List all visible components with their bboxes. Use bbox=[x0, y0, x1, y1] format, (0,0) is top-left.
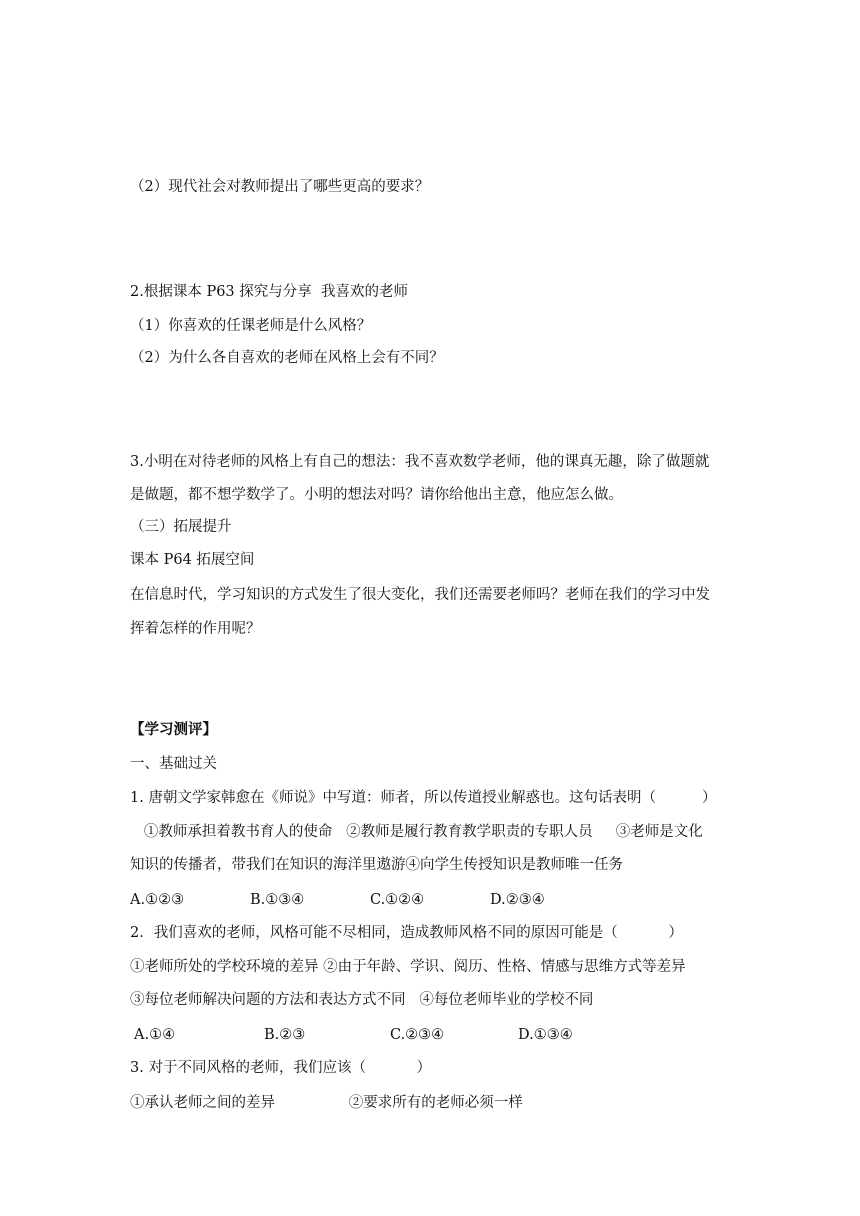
textbook-reference: 课本 P64 拓展空间 bbox=[130, 552, 255, 568]
mc-2-option-a: A.①④ bbox=[134, 1027, 176, 1043]
mc-2-statements-line-2: ③每位老师解决问题的方法和表达方式不同 ④每位老师毕业的学校不同 bbox=[130, 992, 594, 1008]
mc-1-stem: 1. 唐朝文学家韩愈在《师说》中写道：师者，所以传道授业解惑也。这句话表明（ ） bbox=[130, 790, 717, 806]
mc-1-statements-line-2: 知识的传播者，带我们在知识的海洋里遨游④向学生传授知识是教师唯一任务 bbox=[130, 857, 623, 873]
basic-section-heading: 一、基础过关 bbox=[130, 756, 217, 772]
mc-1-option-b: B.①③④ bbox=[250, 892, 305, 908]
extension-line-1: 在信息时代，学习知识的方式发生了很大变化，我们还需要老师吗？老师在我们的学习中发 bbox=[130, 587, 710, 603]
item-3-line-1: 3.小明在对待老师的风格上有自己的想法：我不喜欢数学老师，他的课真无趣，除了做题就 bbox=[130, 454, 710, 470]
mc-3-statements-line-1: ①承认老师之间的差异 ②要求所有的老师必须一样 bbox=[130, 1095, 523, 1111]
mc-2-option-d: D.①③④ bbox=[518, 1027, 573, 1043]
mc-1-option-d: D.②③④ bbox=[490, 892, 545, 908]
item-2-question-2: （2）为什么各自喜欢的老师在风格上会有不同？ bbox=[130, 350, 444, 366]
mc-1-options bbox=[130, 890, 750, 910]
question-modern-teacher-requirements: （2）现代社会对教师提出了哪些更高的要求？ bbox=[130, 179, 430, 195]
mc-3-stem: 3. 对于不同风格的老师，我们应该（ ） bbox=[130, 1060, 432, 1076]
mc-2-option-b: B.②③ bbox=[264, 1027, 306, 1043]
section-3-heading: （三）拓展提升 bbox=[130, 519, 232, 535]
mc-1-option-a: A.①②③ bbox=[130, 892, 185, 908]
mc-2-option-c: C.②③④ bbox=[390, 1027, 445, 1043]
mc-2-options bbox=[134, 1025, 754, 1045]
item-3-line-2: 是做题，都不想学数学了。小明的想法对吗？请你给他出主意，他应怎么做。 bbox=[130, 487, 623, 503]
item-2-title: 2.根据课本 P63 探究与分享 我喜欢的老师 bbox=[130, 284, 408, 300]
assessment-heading: 【学习测评】 bbox=[130, 721, 217, 738]
item-2-question-1: （1）你喜欢的任课老师是什么风格？ bbox=[130, 318, 372, 334]
mc-1-option-c: C.①②④ bbox=[370, 892, 425, 908]
mc-2-statements-line-1: ①老师所处的学校环境的差异 ②由于年龄、学识、阅历、性格、情感与思维方式等差异 bbox=[130, 959, 686, 975]
mc-1-statements-line-1: ①教师承担着教书育人的使命 ②教师是履行教育教学职责的专职人员 ③老师是文化 bbox=[130, 824, 703, 840]
mc-2-stem: 2．我们喜欢的老师，风格可能不尽相同，造成教师风格不同的原因可能是（ ） bbox=[130, 925, 683, 941]
extension-line-2: 挥着怎样的作用呢？ bbox=[130, 621, 261, 637]
